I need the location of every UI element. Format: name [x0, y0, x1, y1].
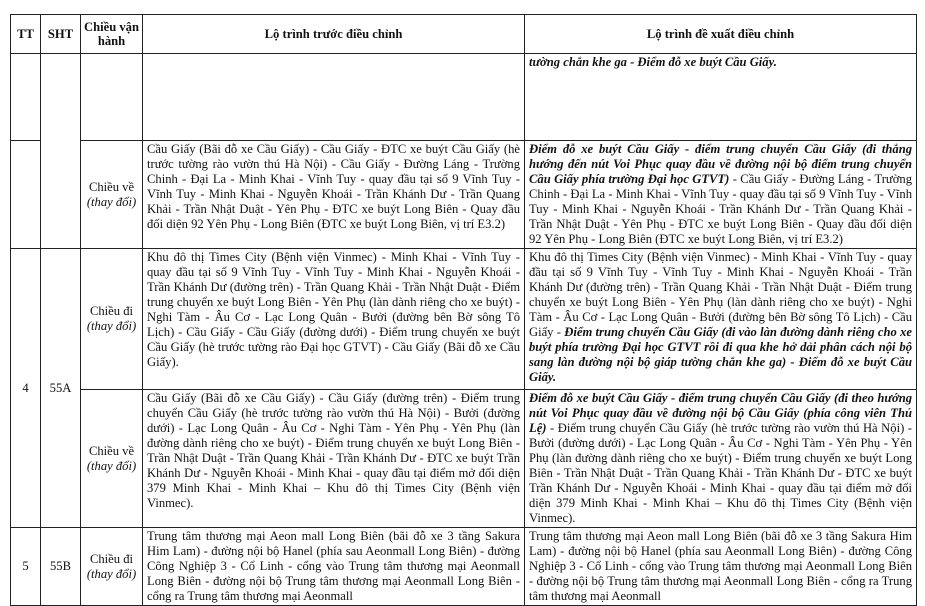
direction-label: Chiều đi — [89, 304, 134, 318]
header-direction: Chiều vận hành — [81, 15, 143, 54]
header-before: Lộ trình trước điều chỉnh — [143, 15, 525, 54]
table-row — [11, 249, 917, 390]
table-row — [11, 54, 917, 141]
cell-after-route: Trung tâm thương mại Aeon mall Long Biên (bãi đỗ xe 3 tầng Sakura Him Lam) - đường nội bộ Hanel (phía sau Aeonmall Long Biên) - đường Công Nghiệp 3 - Cổ Linh - cổng vào Trung tâm thương mại Aeonmall Long Biên - đường nội bộ Trung tâm thương mại Aeonmall Long Biên - cổng ra Trung tâm thương mại Aeonmall — [525, 528, 917, 606]
route-adjustment-table — [10, 14, 917, 606]
cell-direction — [81, 141, 143, 249]
cell-tt-empty — [11, 54, 41, 141]
after-route-plain: - Điểm trung chuyển Cầu Giấy (hè trước tường rào vườn thú Hà Nội) - Bưởi (đường dưới) - Lạc Long Quân - Âu Cơ - Nghi Tàm - Yên Phụ - Yên Phụ (làn đường dành riêng cho xe buýt) - Điểm trung chuyển xe buýt Long Biên - Trần Nhật Duật - Trần Quang Khải - Trần Khánh Dư - ĐTC xe buýt Trần Khánh Dư - Nguyễn Khoái - Minh Khai - quay đầu tại điểm mở đối diện 379 Minh Khai - Minh Khai – Khu đô thị Times City (Bệnh viện Vinmec). — [529, 421, 912, 525]
header-tt: TT — [11, 15, 41, 54]
cell-after-route — [525, 390, 917, 528]
table-row — [11, 141, 917, 249]
cell-after-continuation: tường chắn khe ga - Điểm đỗ xe buýt Cầu Giấy. — [525, 54, 917, 141]
after-route-italic: Điểm đỗ xe buýt Cầu Giấy - điểm trung chuyển Cầu Giấy (đi thẳng hướng đến nút Voi Phục quay đầu về đường nội bộ điểm trung chuyển Cầu Giấy phía trường Đại học GTVT) — [529, 142, 912, 186]
direction-note: (thay đổi) — [86, 319, 137, 333]
cell-before-route: Khu đô thị Times City (Bệnh viện Vinmec) - Minh Khai - Vĩnh Tuy - quay đầu tại số 9 Vĩnh Tuy - Vĩnh Tuy - Minh Khai - Nguyễn Khoái - Trần Khánh Dư (đường trên) - Trần Quang Khải - Trần Nhật Duật - Điểm trung chuyển xe buýt Long Biên - Yên Phụ (làn dành riêng cho xe buýt) - Nghi Tàm - Âu Cơ - Lạc Long Quân - Bưởi (đường bên Bờ sông Tô Lịch) - Cầu Giấy - Cầu Giấy (đường dưới) - Điểm trung chuyển xe buýt Cầu Giấy (hè trước tường rào Đại học GTVT) - Cầu Giấy (Bãi đỗ xe Cầu Giấy). — [143, 249, 525, 390]
header-sht: SHT — [41, 15, 81, 54]
after-route-italic: Điểm đỗ xe buýt Cầu Giấy - điểm trung chuyển Cầu Giấy (đi theo hướng nút Voi Phục quay đầu về đường nội bộ Cầu Giấy (phía công viên Thủ Lệ) — [529, 391, 912, 435]
direction-label: Chiều đi — [89, 551, 134, 566]
cell-after-route — [525, 249, 917, 390]
cell-tt: 5 — [11, 528, 41, 606]
cell-sht-empty — [41, 54, 81, 249]
cell-before-empty — [143, 54, 525, 141]
table-header-row — [11, 15, 917, 54]
cell-direction — [81, 390, 143, 528]
after-route-plain: Khu đô thị Times City (Bệnh viện Vinmec) - Minh Khai - Vĩnh Tuy - quay đầu tại số 9 Vĩnh Tuy - Vĩnh Tuy - Minh Khai - Nguyễn Khoái - Trần Khánh Dư (đường trên) - Trần Quang Khải - Trần Nhật Duật - Điểm trung chuyển xe buýt Long Biên - Yên Phụ (làn dành riêng cho xe buýt) - Nghi Tàm - Âu Cơ - Lạc Long Quân - Bưởi (đường bên Bờ sông Tô Lịch) - Cầu Giấy - — [529, 250, 912, 339]
direction-note: (thay đổi) — [86, 566, 137, 581]
direction-note: (thay đổi) — [86, 458, 137, 473]
cell-sht: 55A — [41, 249, 81, 528]
direction-label: Chiều về — [88, 179, 135, 194]
cell-tt: 4 — [11, 249, 41, 528]
cell-after-route — [525, 141, 917, 249]
cell-sht: 55B — [41, 528, 81, 606]
table-row — [11, 390, 917, 528]
cell-before-route: Cầu Giấy (Bãi đỗ xe Cầu Giấy) - Cầu Giấy - ĐTC xe buýt Cầu Giấy (hè trước tường rào vườn thú Hà Nội) - Cầu Giấy - Đường Láng - Trường Chinh - Đại La - Minh Khai - Vĩnh Tuy - quay đầu tại số 9 Vĩnh Tuy - Vĩnh Tuy - Minh Khai - Nguyễn Khoái - Trần Khánh Dư - Trần Quang Khải - Trần Nhật Duật - Yên Phụ - ĐTC xe buýt Long Biên - Quay đầu đối diện 92 Yên Phụ - Long Biên (ĐTC xe buýt Long Biên, vị trí E3.2) — [143, 141, 525, 249]
cell-before-route: Trung tâm thương mại Aeon mall Long Biên (bãi đỗ xe 3 tầng Sakura Him Lam) - đường nội bộ Hanel (phía sau Aeonmall Long Biên) - đường Công Nghiệp 3 - Cổ Linh - cổng vào Trung tâm thương mại Aeonmall Long Biên - đường nội bộ Trung tâm thương mại Aeonmall Long Biên - cổng ra Trung tâm thương mại Aeonmall — [143, 528, 525, 606]
cell-direction — [81, 249, 143, 390]
direction-label: Chiều về — [88, 443, 135, 458]
direction-note: (thay đổi) — [86, 194, 137, 209]
cell-direction-empty — [81, 54, 143, 141]
header-after: Lộ trình đề xuất điều chỉnh — [525, 15, 917, 54]
cell-direction — [81, 528, 143, 606]
table-row — [11, 528, 917, 606]
after-route-plain: - Cầu Giấy - Đường Láng - Trường Chinh - Đại La - Minh Khai - Vĩnh Tuy - quay đầu tại số 9 Vĩnh Tuy - Vĩnh Tuy - Minh Khai - Nguyễn Khoái - Trần Khánh Dư - Trần Quang Khải - Trần Nhật Duật - Yên Phụ - ĐTC xe buýt Long Biên - Quay đầu đối diện 92 Yên Phụ - Long Biên (ĐTC xe buýt Long Biên, vị trí E3.2) — [529, 172, 912, 246]
after-route-italic: Điểm trung chuyển Cầu Giấy (đi vào làn đường dành riêng cho xe buýt phía trường Đại học GTVT rồi đi qua khe hở dải phân cách nội bộ sang làn đường nội bộ giáp tường chắn khe ga) - Điểm đỗ xe buýt Cầu Giấy. — [529, 325, 912, 384]
cell-tt-empty — [11, 141, 41, 249]
cell-before-route: Cầu Giấy (Bãi đỗ xe Cầu Giấy) - Cầu Giấy (đường trên) - Điểm trung chuyển Cầu Giấy (hè trước tường rào vườn thú Hà Nội) - Bưởi (đường dưới) - Lạc Long Quân - Âu Cơ - Nghi Tàm - Yên Phụ - Yên Phụ (làn đường dành riêng cho xe buýt) - Điểm trung chuyển xe buýt Long Biên - Trần Nhật Duật - Trần Quang Khải - Trần Khánh Dư - ĐTC xe buýt Trần Khánh Dư - Nguyễn Khoái - Minh Khai - quay đầu tại điểm mở đối diện 379 Minh Khai - Minh Khai – Khu đô thị Times City (Bệnh viện Vinmec). — [143, 390, 525, 528]
